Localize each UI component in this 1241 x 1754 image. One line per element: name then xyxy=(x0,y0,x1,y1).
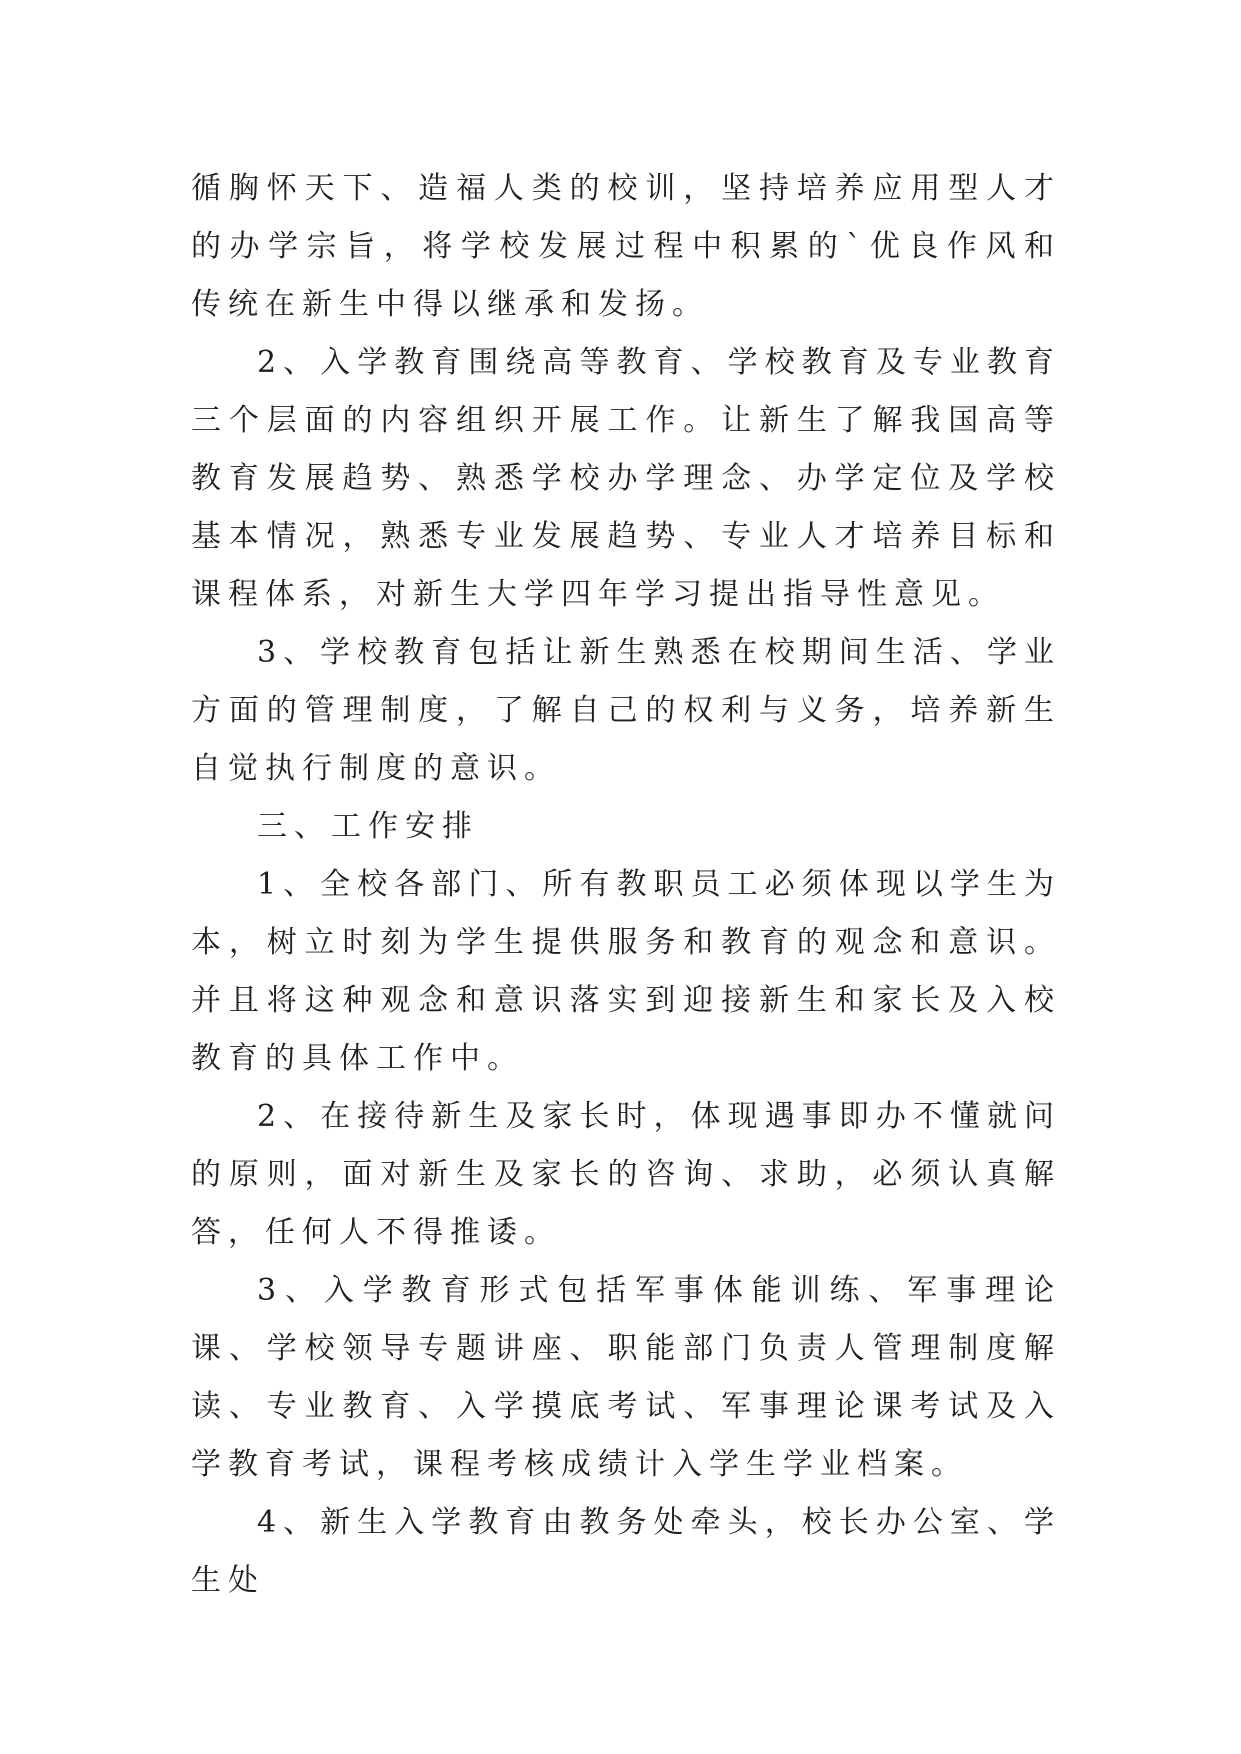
paragraph-arrangement-4: 4、新生入学教育由教务处牵头，校长办公室、学生处 xyxy=(191,1505,1061,1598)
document-body xyxy=(191,160,1061,1610)
paragraph-arrangement-2: 2、在接待新生及家长时，体现遇事即办不懂就问的原则，面对新生及家长的咨询、求助，必须认真解答，任何人不得推诿。 xyxy=(191,1099,1061,1250)
paragraph-item-2-education-levels: 2、入学教育围绕高等教育、学校教育及专业教育三个层面的内容组织开展工作。让新生了解我国高等教育发展趋势、熟悉学校办学理念、办学定位及学校基本情况，熟悉专业发展趋势、专业人才培养目标和课程体系，对新生大学四年学习提出指导性意见。 xyxy=(191,345,1061,612)
paragraph-item-3-school-education: 3、学校教育包括让新生熟悉在校期间生活、学业方面的管理制度，了解自己的权利与义务，培养新生自觉执行制度的意识。 xyxy=(191,635,1061,786)
section-heading-work-arrangement: 三、工作安排 xyxy=(257,809,479,844)
paragraph-arrangement-1: 1、全校各部门、所有教职员工必须体现以学生为本，树立时刻为学生提供服务和教育的观念和意识。并且将这种观念和意识落实到迎接新生和家长及入校教育的具体工作中。 xyxy=(191,867,1061,1076)
paragraph-continuation: 循胸怀天下、造福人类的校训，坚持培养应用型人才的办学宗旨，将学校发展过程中积累的`优良作风和传统在新生中得以继承和发扬。 xyxy=(191,171,1061,322)
paragraph-arrangement-3: 3、入学教育形式包括军事体能训练、军事理论课、学校领导专题讲座、职能部门负责人管理制度解读、专业教育、入学摸底考试、军事理论课考试及入学教育考试，课程考核成绩计入学生学业档案。 xyxy=(191,1273,1061,1482)
